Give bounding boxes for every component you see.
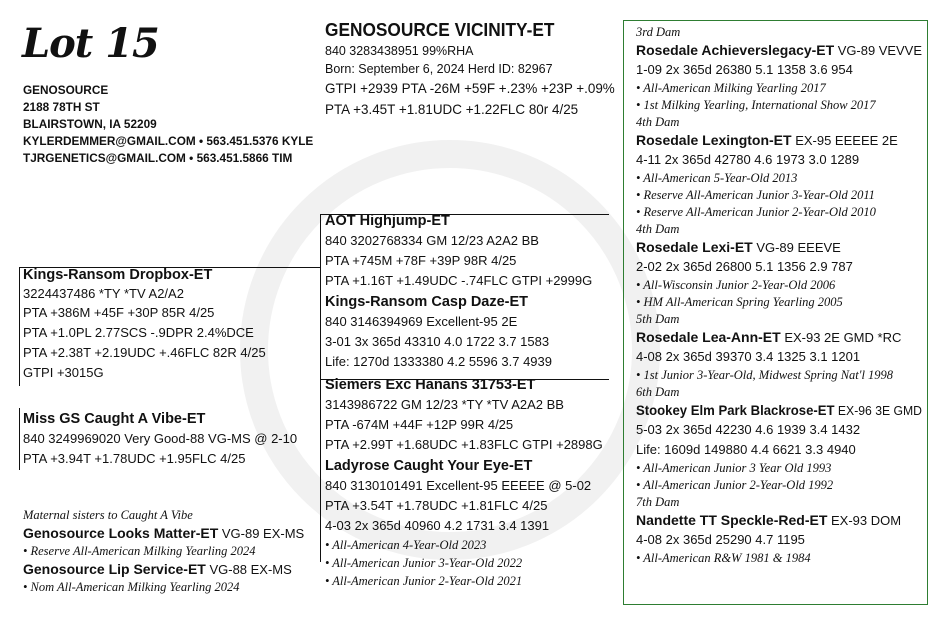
generation-label: 5th Dam — [636, 312, 680, 326]
sires-sire-line-3: PTA +1.16T +1.49UDC -.74FLC GTPI +2999G — [325, 273, 593, 288]
cow-name: Rosedale Lexington-ET — [636, 132, 792, 148]
cow-name-line — [636, 131, 922, 150]
dams-sire-block — [325, 376, 603, 455]
dams-sire-line-3: PTA +2.99T +1.68UDC +1.83FLC GTPI +2898G — [325, 437, 603, 452]
dam-block — [23, 410, 297, 469]
production-record: 2-02 2x 365d 26800 5.1 1356 2.9 787 — [636, 259, 853, 274]
sires-sire-block — [325, 212, 592, 291]
cow-classification: EX-95 EEEEE 2E — [791, 133, 898, 148]
dams-dam-block — [325, 457, 591, 590]
production-record: 4-11 2x 365d 42780 4.6 1973 3.0 1289 — [636, 152, 860, 167]
cow-classification: EX-93 2E GMD *RC — [780, 330, 902, 345]
dam-line-2: PTA +3.94T +1.78UDC +1.95FLC 4/25 — [23, 451, 246, 466]
cow-classification: EX-93 DOM — [827, 513, 902, 528]
cow-classification: VG-89 VEVVE — [834, 43, 922, 58]
award: • Reserve All-American Junior 3-Year-Old 2011 — [636, 188, 875, 202]
dams-dam-line-2: PTA +3.54T +1.78UDC +1.81FLC 4/25 — [325, 498, 548, 513]
sister-2-award: • Nom All-American Milking Yearling 2024 — [23, 580, 240, 594]
cow-name: Rosedale Lexi-ET — [636, 239, 753, 255]
production-record: 4-08 2x 365d 25290 4.7 1195 — [636, 532, 805, 547]
sire-line-2: PTA +386M +45F +30P 85R 4/25 — [23, 305, 215, 320]
main-animal-born: Born: September 6, 2024 Herd ID: 82967 — [325, 61, 553, 76]
sires-dam-line-2: 3-01 3x 365d 43310 4.0 1722 3.7 1583 — [325, 334, 550, 349]
award: • HM All-American Spring Yearling 2005 — [636, 295, 843, 309]
dams-sire-line-2: PTA -674M +44F +12P 99R 4/25 — [325, 417, 514, 432]
cow-name: Rosedale Achieverslegacy-ET — [636, 42, 835, 58]
generation-label: 4th Dam — [636, 222, 680, 236]
sire-block — [23, 266, 266, 383]
award: • All-American Junior 2-Year-Old 1992 — [636, 478, 834, 492]
dams-dam-line-1: 840 3130101491 Excellent-95 EEEEE @ 5-02 — [325, 478, 592, 493]
lot-number: Lot 15 — [22, 20, 159, 67]
dams-dam-line-3: 4-03 2x 365d 40960 4.2 1731 3.4 1391 — [325, 518, 550, 533]
sires-sire-line-2: PTA +745M +78F +39P 98R 4/25 — [325, 253, 517, 268]
main-animal-id: 840 3283438951 99%RHA — [325, 43, 474, 58]
dams-dam-award-1: • All-American 4-Year-Old 2023 — [325, 538, 487, 552]
main-animal-name: GENOSOURCE VICINITY-ET — [325, 20, 555, 40]
sister-2-class: VG-88 EX-MS — [205, 562, 292, 577]
sires-dam-name: Kings-Ransom Casp Daze-ET — [325, 294, 529, 310]
pedigree-entry-7th-dam — [636, 494, 922, 567]
sister-2-name: Genosource Lip Service-ET — [23, 561, 206, 577]
dams-sire-line-1: 3143986722 GM 12/23 *TY *TV A2A2 BB — [325, 397, 564, 412]
sire-line-4: PTA +2.38T +2.19UDC +.46FLC 82R 4/25 — [23, 345, 266, 360]
dam-line-1: 840 3249969020 Very Good-88 VG-MS @ 2-10 — [23, 431, 298, 446]
cow-name-line — [636, 328, 922, 347]
main-animal — [325, 18, 627, 120]
sires-sire-name: AOT Highjump-ET — [325, 213, 450, 229]
award: • Reserve All-American Junior 2-Year-Old 2010 — [636, 205, 876, 219]
cow-name: Rosedale Lea-Ann-ET — [636, 329, 781, 345]
sire-line-1: 3224437486 *TY *TV A2/A2 — [23, 286, 184, 301]
cow-classification: EX-96 3E GMD — [834, 403, 922, 418]
pedigree-list — [636, 24, 922, 567]
award: • All-American 5-Year-Old 2013 — [636, 171, 798, 185]
cow-name-line — [636, 511, 922, 530]
sister-1-class: VG-89 EX-MS — [218, 526, 305, 541]
sires-dam-line-3: Life: 1270d 1333380 4.2 5596 3.7 4939 — [325, 354, 552, 369]
production-record: 1-09 2x 365d 26380 5.1 1358 3.6 954 — [636, 62, 853, 77]
pedigree-entry-4th-dam-2 — [636, 221, 922, 311]
cow-name: Nandette TT Speckle-Red-ET — [636, 512, 828, 528]
main-animal-gtpi: GTPI +2939 PTA -26M +59F +.23% +23P +.09% — [325, 80, 615, 96]
cow-name-line — [636, 41, 921, 60]
consignor-contact-tim: TJRGENETICS@GMAIL.COM • 563.451.5866 TIM — [23, 151, 293, 165]
sister-2 — [23, 560, 304, 579]
cow-name-line — [636, 401, 922, 420]
consignor-street: 2188 78TH ST — [23, 100, 100, 114]
dam-bracket — [19, 408, 20, 470]
award: • All-American Junior 3 Year Old 1993 — [636, 461, 832, 475]
consignor-block — [23, 82, 318, 167]
generation-label: 3rd Dam — [636, 25, 681, 39]
generation-label: 6th Dam — [636, 385, 680, 399]
sire-line-3: PTA +1.0PL 2.77SCS -.9DPR 2.4%DCE — [23, 325, 254, 340]
award: • All-American Milking Yearling 2017 — [636, 81, 826, 95]
consignor-city: BLAIRSTOWN, IA 52209 — [23, 117, 157, 131]
cow-name: Stookey Elm Park Blackrose-ET — [636, 402, 835, 418]
dam-name: Miss GS Caught A Vibe-ET — [23, 411, 206, 427]
award: • 1st Milking Yearling, International Show 2017 — [636, 98, 876, 112]
sires-dam-line-1: 840 3146394969 Excellent-95 2E — [325, 314, 518, 329]
sire-name: Kings-Ransom Dropbox-ET — [23, 267, 213, 283]
sires-dam-block — [325, 293, 552, 372]
main-animal-type: PTA +3.45T +1.81UDC +1.22FLC 80r 4/25 — [325, 101, 579, 117]
cow-name-line — [636, 238, 922, 257]
pedigree-entry-6th-dam — [636, 384, 922, 494]
maternal-heading: Maternal sisters to Caught A Vibe — [23, 508, 193, 522]
production-record: 4-08 2x 365d 39370 3.4 1325 3.1 1201 — [636, 349, 861, 364]
sister-1 — [23, 524, 304, 543]
sire-line-5: GTPI +3015G — [23, 365, 104, 380]
sires-sire-line-1: 840 3202768334 GM 12/23 A2A2 BB — [325, 233, 539, 248]
pedigree-entry-4th-dam — [636, 114, 922, 221]
lifetime-record: Life: 1609d 149880 4.4 6621 3.3 4940 — [636, 442, 856, 457]
sister-1-award: • Reserve All-American Milking Yearling 2024 — [23, 544, 256, 558]
generation-label: 4th Dam — [636, 115, 680, 129]
dams-dam-name: Ladyrose Caught Your Eye-ET — [325, 458, 533, 474]
pedigree-entry-3rd-dam — [636, 24, 922, 114]
sister-1-name: Genosource Looks Matter-ET — [23, 525, 219, 541]
generation-label: 7th Dam — [636, 495, 680, 509]
award: • All-American R&W 1981 & 1984 — [636, 551, 811, 565]
cow-classification: VG-89 EEEVE — [752, 240, 841, 255]
production-record: 5-03 2x 365d 42230 4.6 1939 3.4 1432 — [636, 422, 861, 437]
award: • 1st Junior 3-Year-Old, Midwest Spring Nat'l 1998 — [636, 368, 894, 382]
dams-sire-name: Siemers Exc Hanans 31753-ET — [325, 377, 536, 393]
dams-dam-award-2: • All-American Junior 3-Year-Old 2022 — [325, 556, 523, 570]
pedigree-entry-5th-dam — [636, 311, 922, 384]
consignor-name: GENOSOURCE — [23, 83, 109, 97]
consignor-contact-kyle: KYLERDEMMER@GMAIL.COM • 563.451.5376 KYLE — [23, 134, 314, 148]
dams-dam-award-3: • All-American Junior 2-Year-Old 2021 — [325, 574, 523, 588]
award: • All-Wisconsin Junior 2-Year-Old 2006 — [636, 278, 836, 292]
maternal-sisters — [23, 507, 304, 596]
